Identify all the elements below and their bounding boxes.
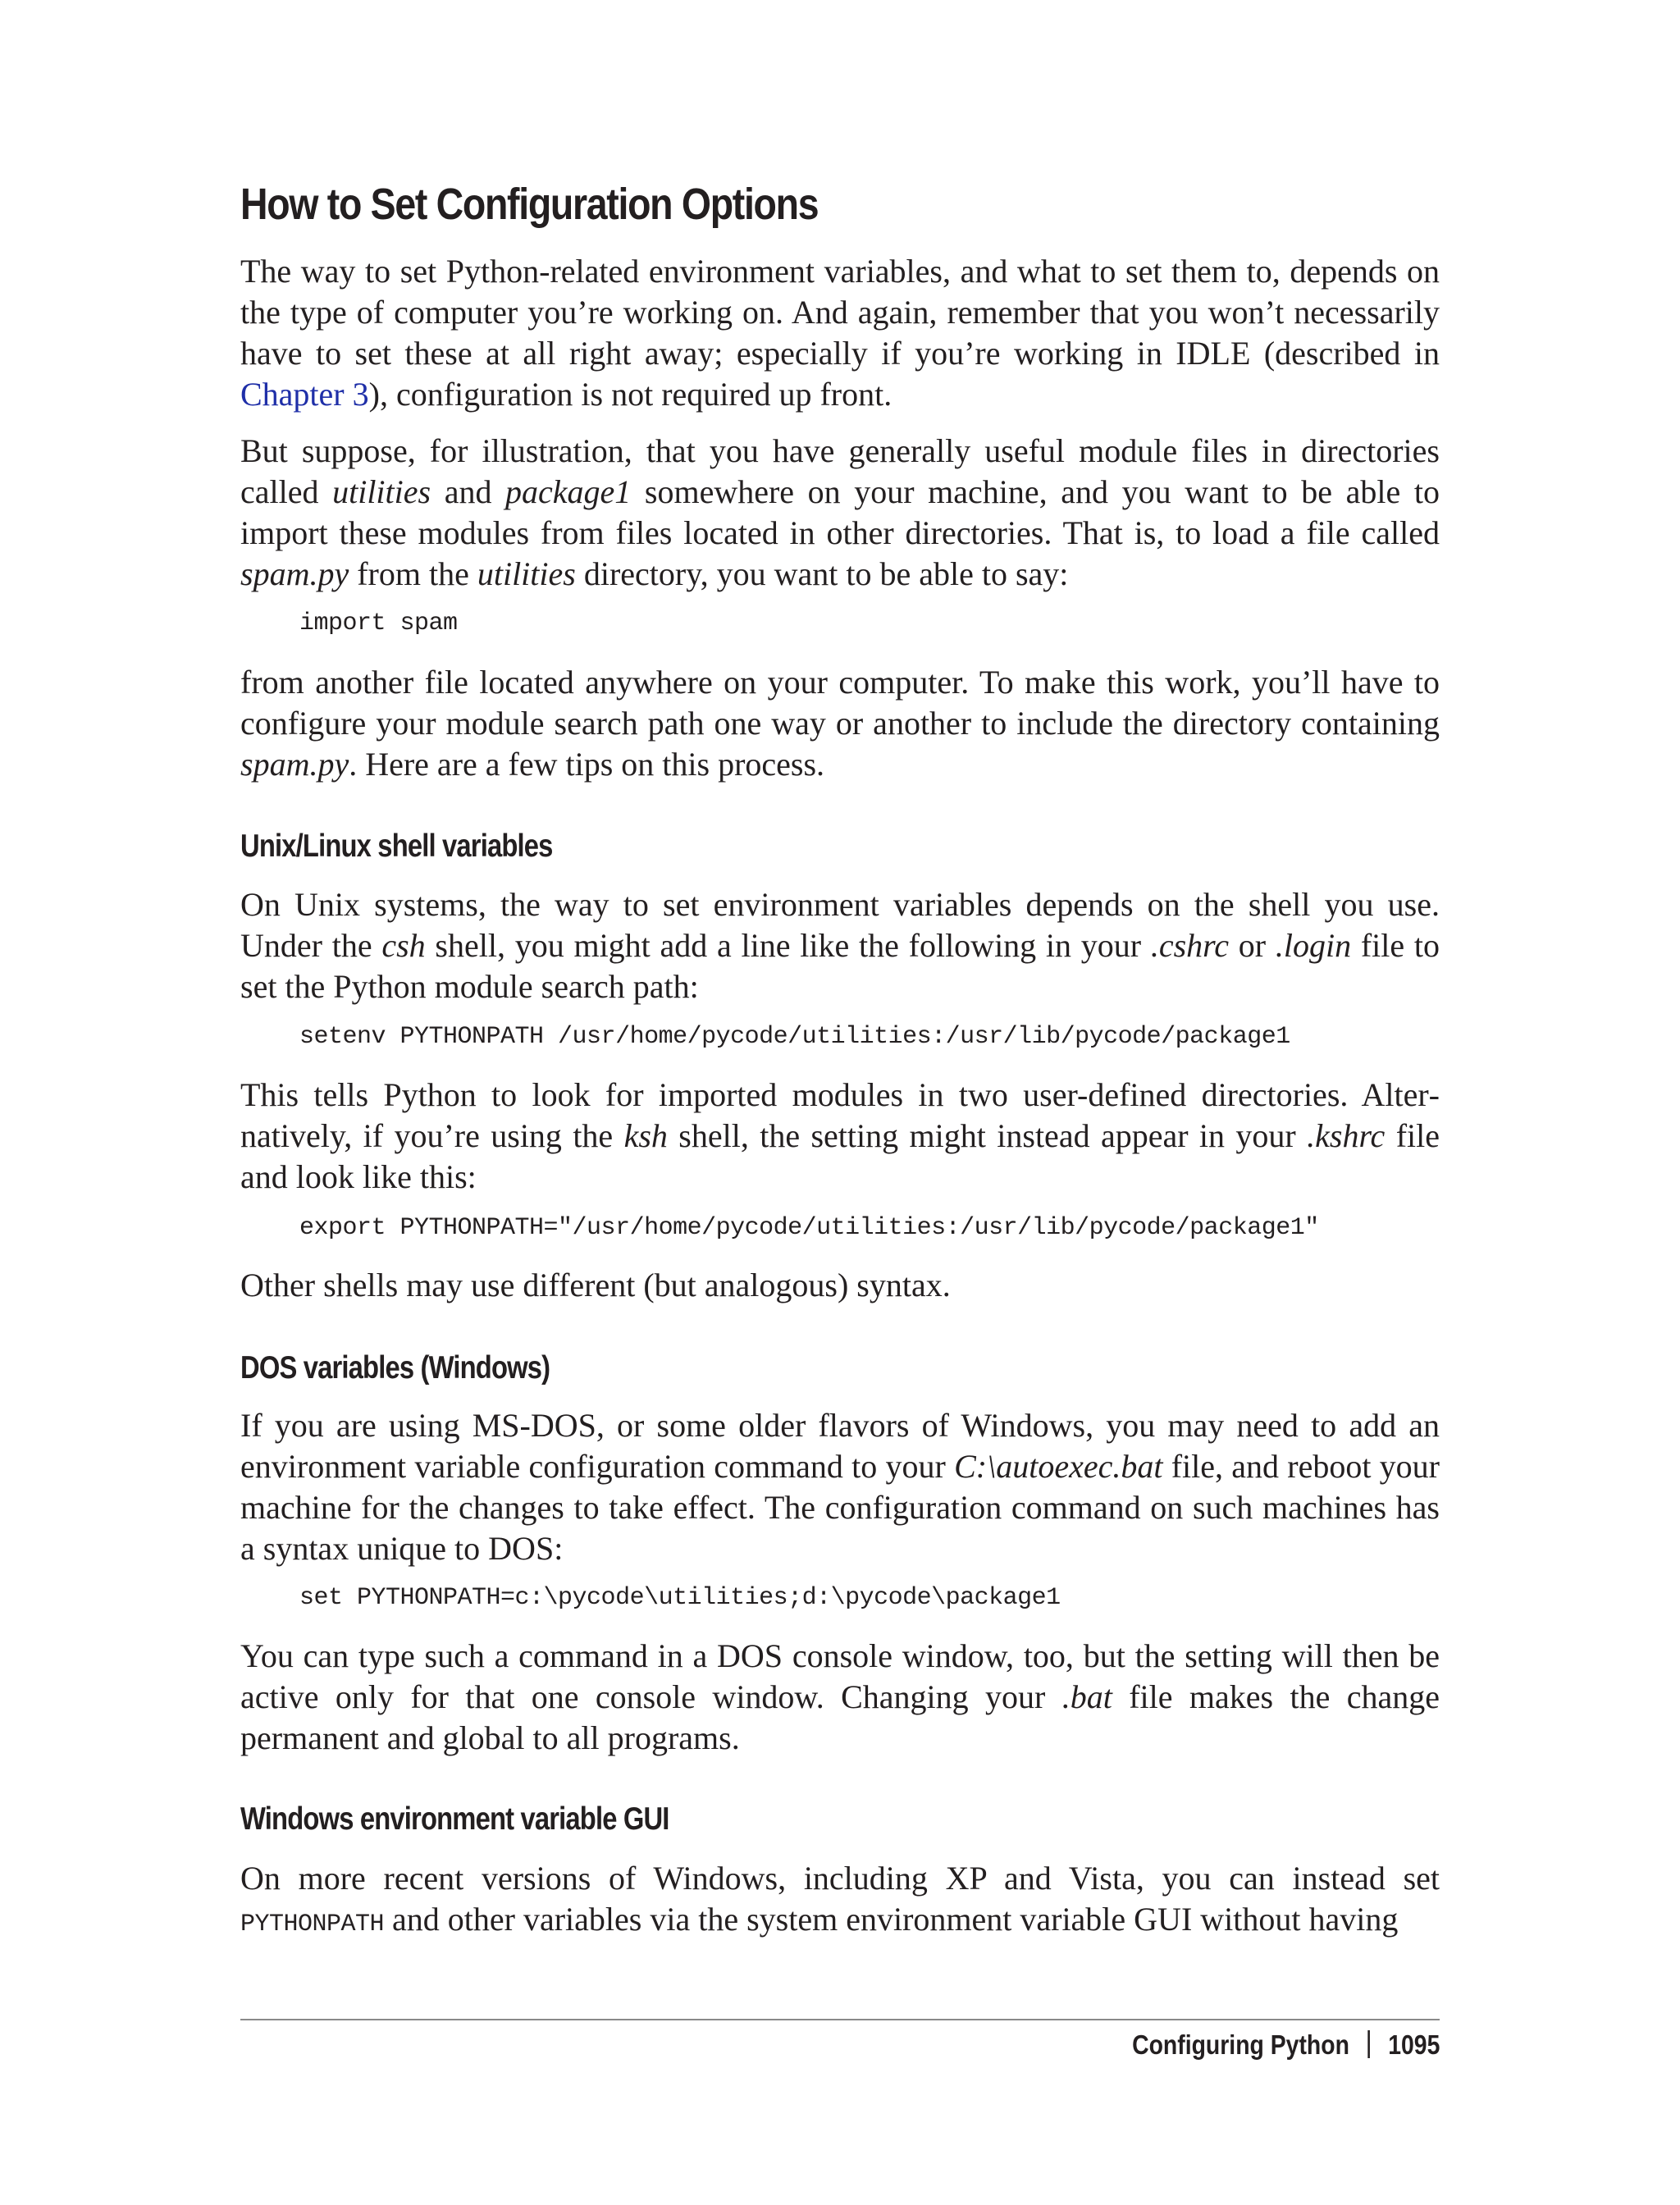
inline-code: PYTHONPATH (240, 1911, 385, 1938)
italic-term: C:\autoexec.bat (954, 1448, 1163, 1485)
text-span: ), configuration is not required up front. (368, 376, 892, 413)
text-span: On more recent versions of Windows, including XP and Vista, you can instead set (240, 1860, 1440, 1897)
text-span: . Here are a few tips on this process. (349, 746, 825, 783)
italic-term: utilities (477, 555, 576, 592)
code-export: export PYTHONPATH="/usr/home/pycode/utilities:/usr/lib/pycode/package1" (299, 1214, 1319, 1242)
text-span: somewhere on your machine, and you want to be able to import these modules from files located in other directories. That is, to load a file called (240, 473, 1440, 551)
italic-term: .bat (1061, 1678, 1112, 1715)
code-set-pythonpath: set PYTHONPATH=c:\pycode\utilities;d:\pycode\package1 (299, 1584, 1061, 1612)
text-span: But suppose, for illustration, that you have generally useful module files in directories called (240, 432, 1440, 510)
paragraph-unix-2 (240, 1075, 1440, 1198)
page-number: 1095 (1387, 2029, 1440, 2060)
text-span: On Unix systems, the way to set environment variables depends on the shell you use. Under the (240, 886, 1440, 964)
text-span: or (1229, 927, 1276, 964)
heading-unix-shell-variables: Unix/Linux shell variables (240, 829, 553, 864)
heading-dos-variables: DOS variables (Windows) (240, 1350, 550, 1386)
code-import-spam: import spam (299, 609, 458, 637)
paragraph-gui-1 (240, 1858, 1440, 1945)
text-span: This tells Python to look for imported modules in two user-defined directories. Alternatively, if you’re using the (240, 1076, 1440, 1154)
text-span: file makes the change permanent and global to all programs. (240, 1678, 1440, 1756)
italic-term: csh (381, 927, 426, 964)
text-span: and other variables via the system environment variable GUI without having (384, 1901, 1399, 1938)
italic-term: .login (1275, 927, 1352, 964)
italic-term: package1 (505, 473, 632, 510)
text-span: from the (349, 555, 477, 592)
paragraph-unix-1 (240, 884, 1440, 1007)
paragraph-unix-3: Other shells may use different (but analogous) syntax. (240, 1267, 951, 1303)
footer-rule (240, 2019, 1440, 2020)
italic-term: spam.py (240, 746, 349, 783)
italic-term: .kshrc (1307, 1117, 1386, 1154)
chapter-3-link[interactable]: Chapter 3 (240, 376, 369, 413)
code-setenv: setenv PYTHONPATH /usr/home/pycode/utilities:/usr/lib/pycode/package1 (299, 1023, 1290, 1051)
italic-term: ksh (623, 1117, 668, 1154)
footer-chapter-title: Configuring Python (1131, 2029, 1349, 2060)
paragraph-dos-1 (240, 1405, 1440, 1569)
italic-term: utilities (332, 473, 431, 510)
paragraph-dos-2 (240, 1636, 1440, 1759)
text-span: file and look like this: (240, 1117, 1440, 1195)
text-span: directory, you want to be able to say: (575, 555, 1069, 592)
italic-term: spam.py (240, 555, 349, 592)
paragraph-intro-2 (240, 431, 1440, 595)
paragraph-intro-1 (240, 251, 1440, 415)
footer-separator (1367, 2030, 1370, 2058)
text-span: from another file located anywhere on your computer. To make this work, you’ll have to configure your module search path one way or another to include the directory containing (240, 664, 1440, 742)
text-span: shell, you might add a line like the following in your (425, 927, 1151, 964)
text-span: You can type such a command in a DOS console window, too, but the setting will then be active only for that one console window. Changing your (240, 1637, 1440, 1715)
text-span: and (431, 473, 506, 510)
text-span: The way to set Python-related environment variables, and what to set them to, depends on the type of computer you’re working on. And again, remember that you won’t necessarily have to set these at all right away; especially if you’re working in IDLE (described in (240, 253, 1440, 372)
italic-term: .cshrc (1150, 927, 1230, 964)
heading-windows-env-gui: Windows environment variable GUI (240, 1801, 669, 1837)
text-span: If you are using MS-DOS, or some older flavors of Windows, you may need to add an environment variable configuration command to your (240, 1407, 1440, 1485)
section-title: How to Set Configuration Options (240, 180, 819, 229)
text-span: file, and reboot your machine for the changes to take effect. The configuration command on such machines has a syntax unique to DOS: (240, 1448, 1440, 1567)
text-span: file to set the Python module search path: (240, 927, 1440, 1005)
text-span: shell, the setting might instead appear in your (667, 1117, 1308, 1154)
page-footer (1132, 2029, 1440, 2061)
paragraph-intro-3 (240, 662, 1440, 785)
